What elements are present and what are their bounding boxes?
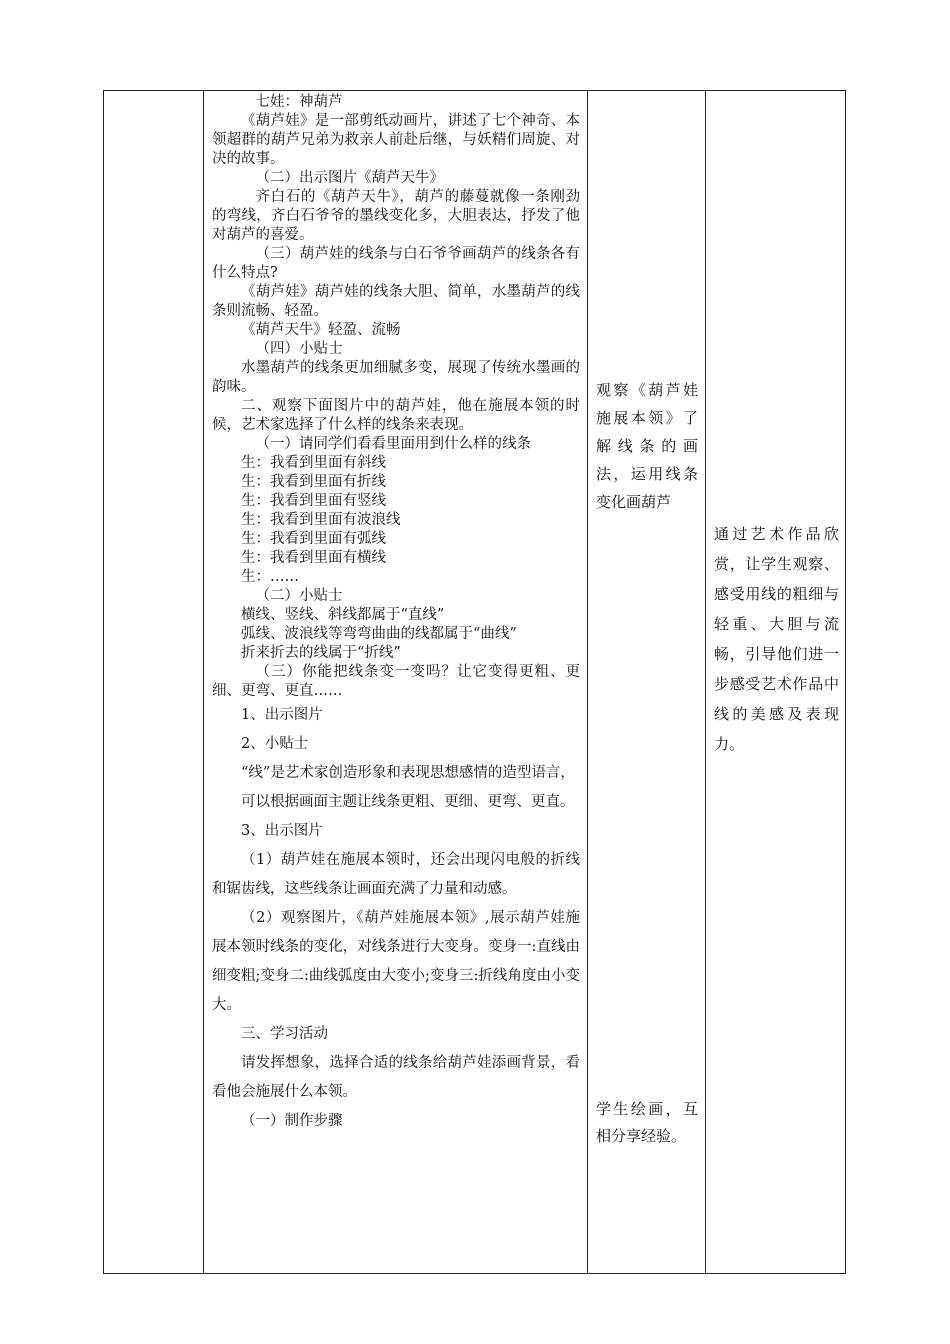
paragraph: 生：我看到里面有竖线: [241, 493, 386, 509]
paragraph: 生：我看到里面有横线: [241, 550, 386, 566]
paragraph: 折来折去的线属于“折线”: [241, 645, 401, 661]
design-intent-cell: [706, 91, 847, 1273]
paragraph: 《葫芦天牛》轻盈、流畅: [241, 322, 401, 338]
paragraph: 生：我看到里面有斜线: [241, 455, 386, 471]
paragraph: 可以根据画面主题让线条更粗、更细、更弯、更直。: [241, 794, 575, 810]
paragraph: （二）出示图片《葫芦天牛》: [255, 170, 444, 186]
teaching-process-cell: [204, 91, 588, 1273]
paragraph: （三）你能把线条变一变吗？让它变得更粗、更细、更弯、更直……: [212, 664, 580, 699]
paragraph: 2、小贴士: [241, 736, 309, 752]
paragraph: 三、学习活动: [241, 1026, 328, 1042]
paragraph: 生：我看到里面有波浪线: [241, 512, 401, 528]
paragraph: （四）小贴士: [255, 341, 343, 357]
paragraph: （2）观察图片，《葫芦娃施展本领》,展示葫芦娃施展本领时线条的变化，对线条进行大变身。变身一:直线由细变粗;变身二:曲线弧度由大变小;变身三:折线角度由小变大。: [212, 910, 580, 1013]
paragraph: 请发挥想象，选择合适的线条给葫芦娃添画背景，看看他会施展什么本领。: [212, 1055, 580, 1100]
paragraph: 生：我看到里面有弧线: [241, 531, 386, 547]
paragraph: 《葫芦娃》葫芦娃的线条大胆、简单，水墨葫芦的线条则流畅、轻盈。: [212, 284, 580, 319]
paragraph: “线”是艺术家创造形象和表现思想感情的造型语言，: [241, 765, 575, 781]
paragraph: 齐白石的《葫芦天牛》，葫芦的藤蔓就像一条刚劲的弯线，齐白石爷爷的墨线变化多，大胆表达，抒发了他对葫芦的喜爱。: [212, 189, 580, 243]
paragraph: 弧线、波浪线等弯弯曲曲的线都属于“曲线”: [241, 626, 517, 642]
lesson-table: [103, 90, 846, 1274]
paragraph: （一）请同学们看看里面用到什么样的线条: [255, 436, 531, 452]
paragraph: （一）制作步骤: [241, 1113, 343, 1129]
paragraph: （三）葫芦娃的线条与白石爷爷画葫芦的线条各有什么特点?: [212, 246, 580, 281]
student-activity-draw: 学生绘画，互相分享经验。: [596, 1100, 698, 1145]
paragraph: 1、出示图片: [241, 707, 323, 723]
paragraph: 水墨葫芦的线条更加细腻多变，展现了传统水墨画的韵味。: [212, 360, 580, 395]
student-activity-observe: 观察《葫芦娃施展本领》了解线条的画法，运用线条变化画葫芦: [596, 381, 698, 511]
paragraph: 3、出示图片: [241, 823, 323, 839]
paragraph: （1）葫芦娃在施展本领时，还会出现闪电般的折线和锯齿线，这些线条让画面充满了力量和动感。: [212, 852, 580, 897]
paragraph: 生：我看到里面有折线: [241, 474, 386, 490]
paragraph: 七娃：神葫芦: [255, 94, 343, 110]
paragraph: （二）小贴士: [255, 588, 343, 604]
paragraph: 生：……: [241, 569, 299, 585]
student-activity-cell: [588, 91, 706, 1273]
paragraph: 《葫芦娃》是一部剪纸动画片，讲述了七个神奇、本领超群的葫芦兄弟为救亲人前赴后继，与妖精们周旋、对决的故事。: [212, 113, 580, 167]
paragraph: 横线、竖线、斜线都属于“直线”: [241, 607, 445, 623]
design-intent-text: 通过艺术作品欣赏，让学生观察、感受用线的粗细与轻重、大胆与流畅，引导他们进一步感受艺术作品中线的美感及表现力。: [714, 525, 839, 753]
paragraph: 二、观察下面图片中的葫芦娃，他在施展本领的时候，艺术家选择了什么样的线条来表现。: [212, 398, 580, 433]
